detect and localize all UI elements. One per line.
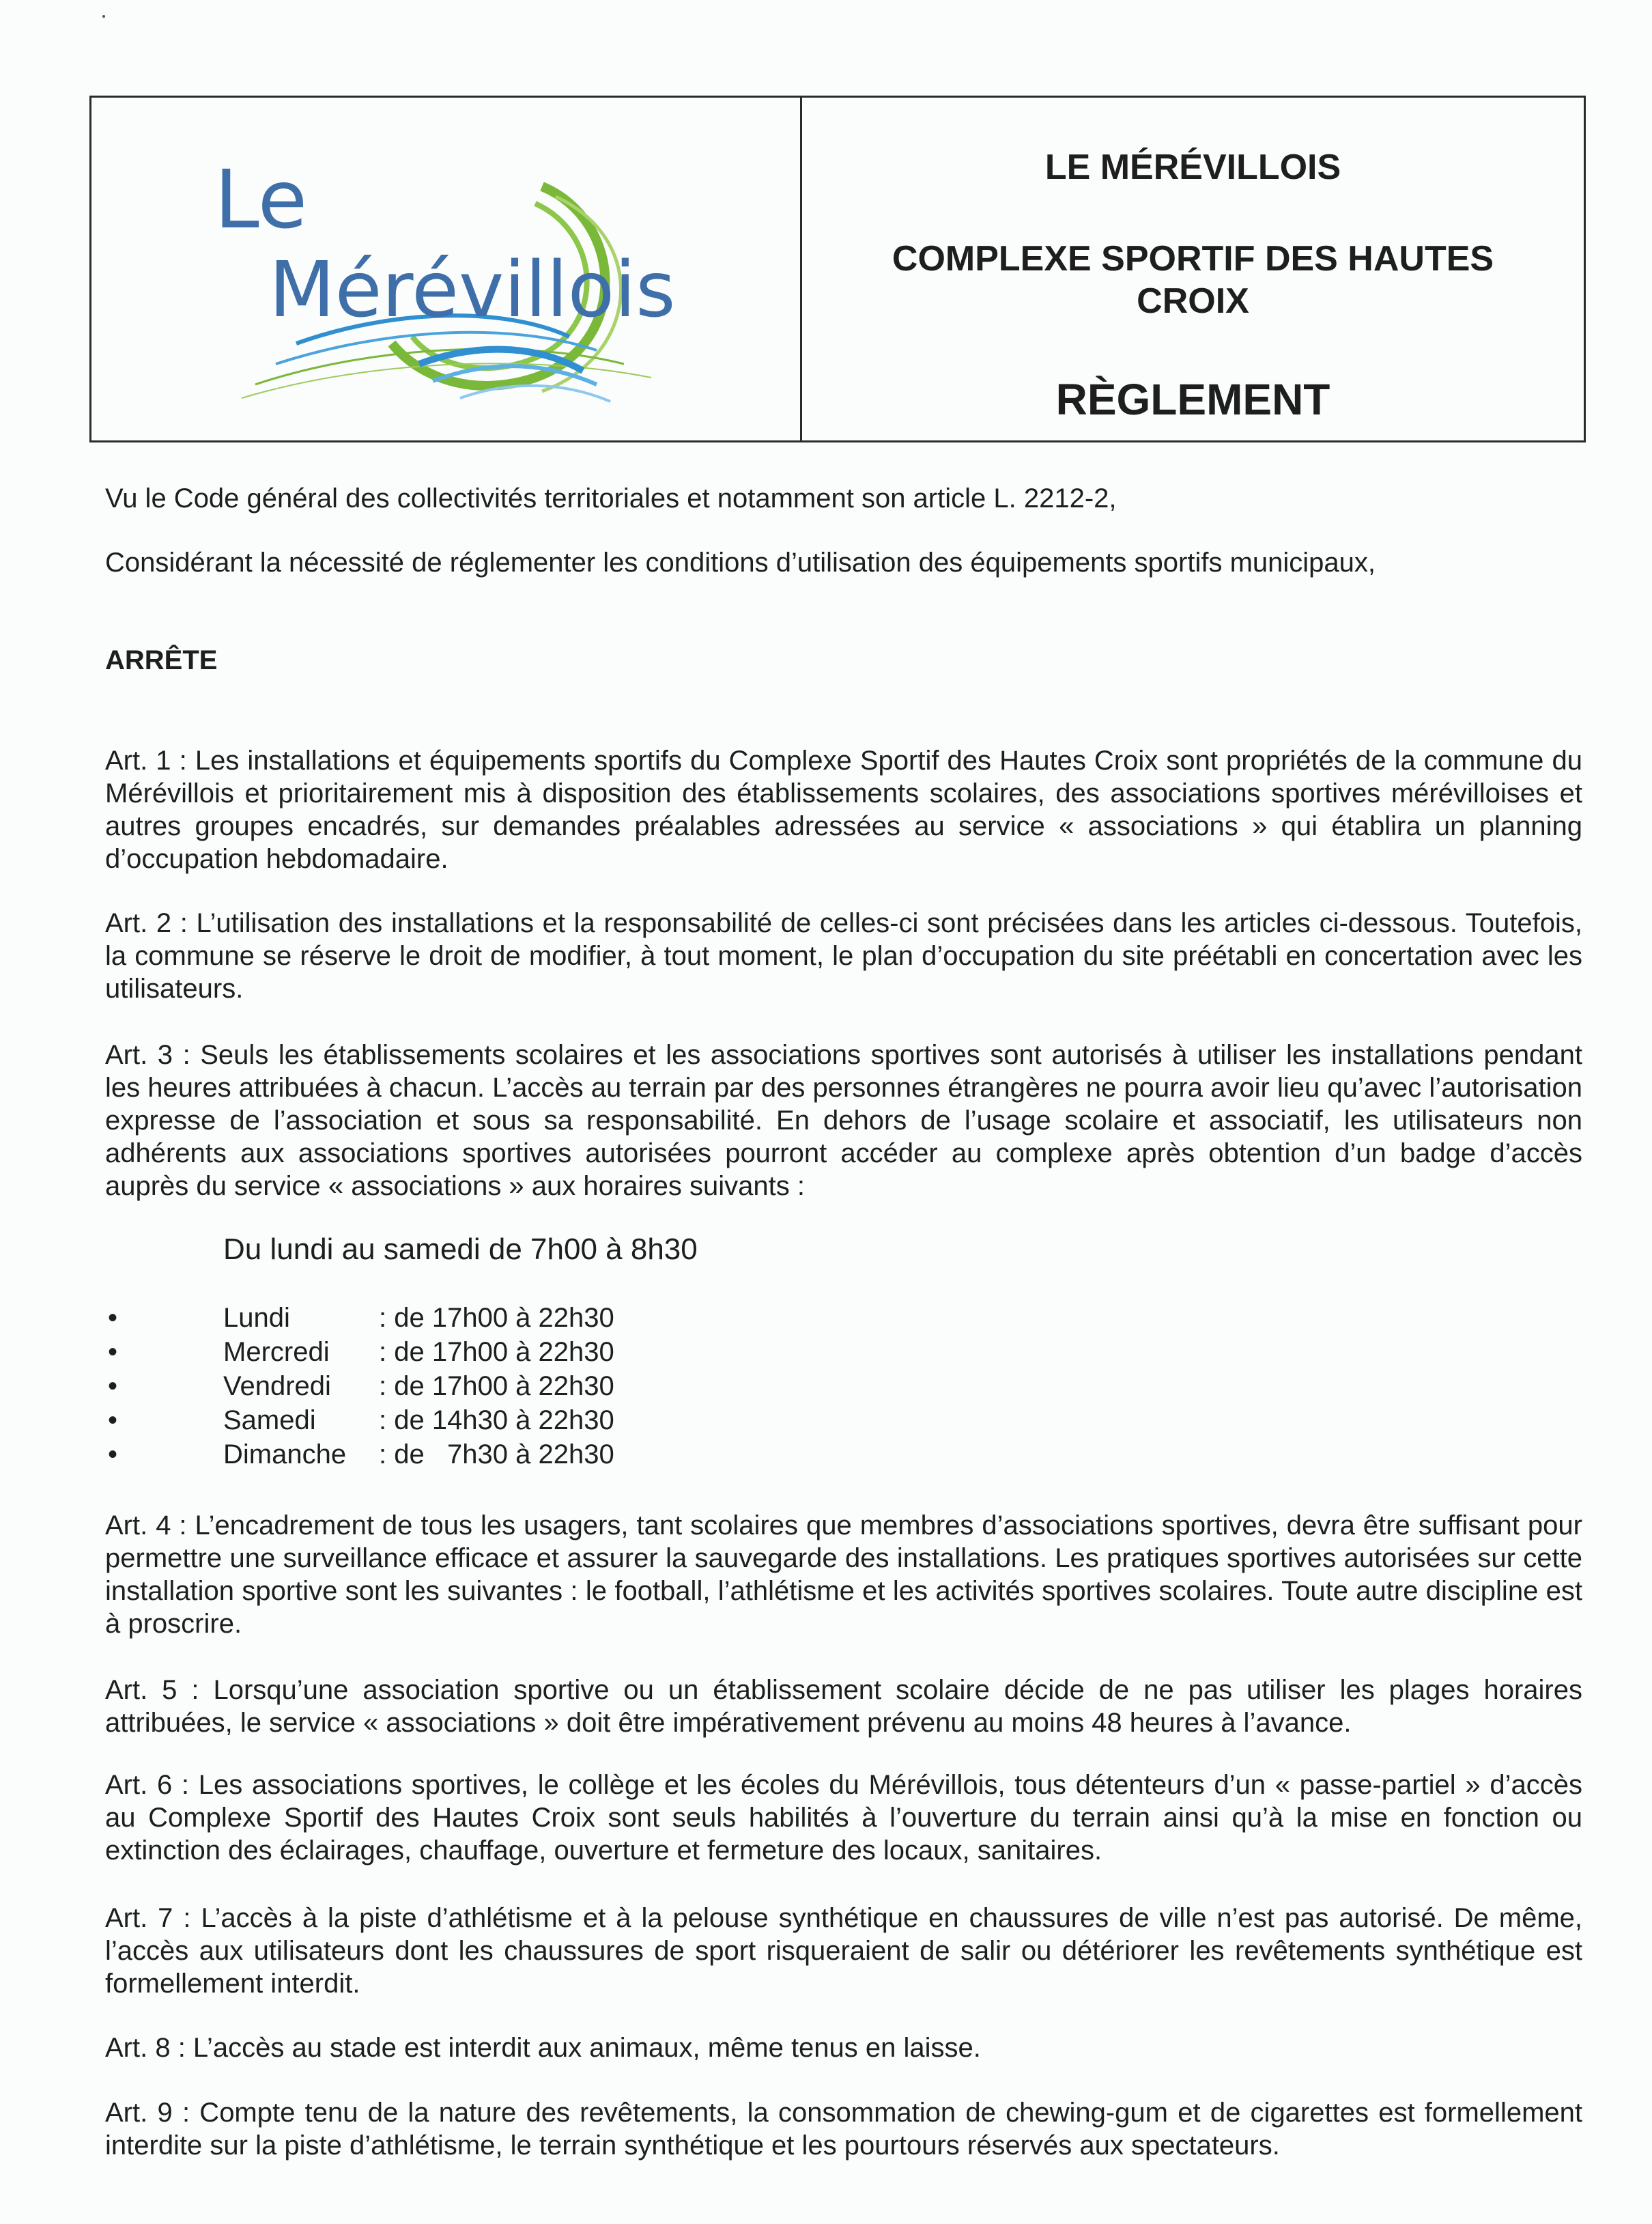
article-4: Art. 4 : L’encadrement de tous les usagers, tant scolaires que membres d’associations sportives, devra être suffisant pour permettre une surveillance efficace et assurer la sauvegarde des installations. Les pratiques sportives autorisées sur cette installation sportive sont les suivantes : le football, l’athlétisme et les activités sportives scolaires. Toute autre discipline est à proscrire. bbox=[105, 1510, 1582, 1639]
bullet-icon: • bbox=[107, 1405, 117, 1435]
logo-text-merevillois: Mérévillois bbox=[269, 246, 676, 335]
article-5: Art. 5 : Lorsqu’une association sportive ou un établissement scolaire décide de ne pas utiliser les plages horaires attribuées, le service « associations » doit être impérativement prévenu au moins 48 heures à l’avance. bbox=[105, 1675, 1582, 1738]
schedule-time: : de 17h00 à 22h30 bbox=[379, 1303, 614, 1333]
article-1: Art. 1 : Les installations et équipements sportifs du Complexe Sportif des Hautes Croix sont propriétés de la commune du Mérévillois et prioritairement mis à disposition des établissements scolaires, des associations sportives mérévilloises et autres groupes encadrés, sur demandes préalables adressées au service « associations » qui établira un planning d’occupation hebdomadaire. bbox=[105, 746, 1582, 874]
weekday-hours: Du lundi au samedi de 7h00 à 8h30 bbox=[223, 1233, 698, 1266]
schedule-time: : de 17h00 à 22h30 bbox=[379, 1337, 614, 1367]
bullet-icon: • bbox=[107, 1371, 117, 1401]
scan-speck bbox=[102, 15, 105, 18]
article-3: Art. 3 : Seuls les établissements scolaires et les associations sportives sont autorisés à utiliser les installations pendant les heures attribuées à chacun. L’accès au terrain par des personnes étrangères ne pourra avoir lieu qu’avec l’autorisation expresse de l’association et sous sa responsabilité. En dehors de l’usage scolaire et associatif, les utilisateurs non adhérents aux associations sportives autorisées pourront accéder au complexe après obtention d’un badge d’accès auprès du service « associations » aux horaires suivants : bbox=[105, 1040, 1582, 1201]
article-7: Art. 7 : L’accès à la piste d’athlétisme et à la pelouse synthétique en chaussures de ville n’est pas autorisé. De même, l’accès aux utilisateurs dont les chaussures de sport risqueraient de salir ou détériorer les revêtements synthétique est formellement interdit. bbox=[105, 1903, 1582, 1999]
logo-text-le: Le bbox=[214, 152, 308, 247]
article-9: Art. 9 : Compte tenu de la nature des revêtements, la consommation de chewing-gum et de cigarettes est formellement interdite sur la piste d’athlétisme, le terrain synthétique et les pourtours réservés aux spectateurs. bbox=[105, 2098, 1582, 2160]
bullet-icon: • bbox=[107, 1439, 117, 1469]
schedule-time: : de 17h00 à 22h30 bbox=[379, 1371, 614, 1401]
logo-cell bbox=[91, 98, 800, 440]
decision-heading: ARRÊTE bbox=[105, 645, 218, 675]
bullet-icon: • bbox=[107, 1337, 117, 1367]
header-table bbox=[89, 96, 1586, 442]
title-cell bbox=[802, 98, 1584, 440]
bullet-icon: • bbox=[107, 1303, 117, 1333]
schedule-day: Samedi bbox=[223, 1405, 316, 1435]
schedule-day: Dimanche bbox=[223, 1439, 347, 1469]
schedule-time: : de 14h30 à 22h30 bbox=[379, 1405, 614, 1435]
complex-title-line2: CROIX bbox=[1137, 281, 1249, 321]
le-merevillois-logo bbox=[214, 139, 706, 412]
complex-title bbox=[802, 238, 1584, 322]
complex-title-line1: COMPLEXE SPORTIF DES HAUTES bbox=[892, 239, 1494, 279]
article-6: Art. 6 : Les associations sportives, le collège et les écoles du Mérévillois, tous détenteurs d’un « passe-partiel » d’accès au Complexe Sportif des Hautes Croix sont seuls habilités à l’ouverture du terrain ainsi qu’à la mise en fonction ou extinction des éclairages, chauffage, ouverture et fermeture des locaux, sanitaires. bbox=[105, 1770, 1582, 1866]
article-2: Art. 2 : L’utilisation des installations et la responsabilité de celles-ci sont précisées dans les articles ci-dessous. Toutefois, la commune se réserve le droit de modifier, à tout moment, le plan d’occupation du site préétabli en concertation avec les utilisateurs. bbox=[105, 908, 1582, 1004]
schedule-day: Lundi bbox=[223, 1303, 290, 1333]
article-8: Art. 8 : L’accès au stade est interdit aux animaux, même tenus en laisse. bbox=[105, 2033, 981, 2063]
preamble-code: Vu le Code général des collectivités territoriales et notamment son article L. 2212-2, bbox=[105, 483, 1117, 513]
town-title: LE MÉRÉVILLOIS bbox=[1044, 147, 1341, 187]
schedule-day: Vendredi bbox=[223, 1371, 331, 1401]
schedule-time: : de 7h30 à 22h30 bbox=[379, 1439, 614, 1469]
schedule-day: Mercredi bbox=[223, 1337, 330, 1367]
document-title: RÈGLEMENT bbox=[1055, 375, 1330, 424]
preamble-considering: Considérant la nécessité de réglementer les conditions d’utilisation des équipements sportifs municipaux, bbox=[105, 548, 1376, 578]
